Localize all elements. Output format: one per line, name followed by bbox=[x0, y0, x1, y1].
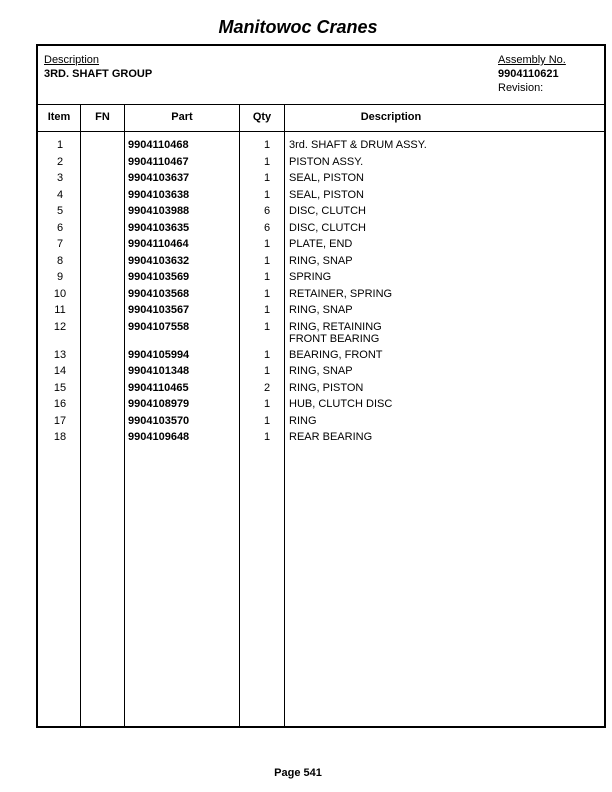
quantity: 1 bbox=[263, 139, 271, 151]
description-value: 3RD. SHAFT GROUP bbox=[44, 68, 153, 80]
quantity: 1 bbox=[263, 188, 271, 201]
table-row bbox=[38, 139, 604, 156]
part-description: SEAL, PISTON bbox=[289, 172, 364, 184]
part-number: 9904103569 bbox=[128, 271, 190, 283]
part-description: SEAL, PISTON bbox=[289, 188, 364, 201]
part-description: DISC, CLUTCH bbox=[289, 221, 367, 234]
part-number: 9904103570 bbox=[128, 414, 190, 427]
table-row bbox=[38, 172, 604, 189]
part-number: 9904110467 bbox=[128, 155, 189, 168]
part-description: RING bbox=[289, 414, 317, 427]
column-header-description: Description bbox=[360, 111, 422, 123]
column-header-part: Part bbox=[171, 111, 193, 123]
part-description-line2: FRONT BEARING bbox=[289, 332, 380, 345]
part-number: 9904103988 bbox=[128, 205, 190, 217]
item-number: 17 bbox=[53, 414, 67, 427]
quantity: 1 bbox=[263, 155, 271, 168]
table-row bbox=[38, 238, 604, 255]
part-number: 9904103567 bbox=[128, 304, 190, 316]
table-row bbox=[38, 382, 604, 399]
item-number: 1 bbox=[56, 139, 64, 151]
table-row bbox=[38, 304, 604, 321]
item-number: 9 bbox=[56, 271, 64, 283]
quantity: 6 bbox=[263, 221, 271, 234]
column-header-qty: Qty bbox=[252, 111, 272, 123]
quantity: 6 bbox=[263, 205, 271, 217]
part-number: 9904108979 bbox=[128, 398, 190, 410]
part-description: RING, SNAP bbox=[289, 365, 353, 377]
part-description: BEARING, FRONT bbox=[289, 348, 383, 361]
part-number: 9904103632 bbox=[128, 254, 190, 267]
table-row bbox=[38, 205, 604, 222]
table-row bbox=[38, 398, 604, 415]
quantity: 1 bbox=[263, 365, 271, 377]
quantity: 1 bbox=[263, 348, 271, 361]
quantity: 1 bbox=[263, 320, 271, 333]
item-number: 4 bbox=[56, 188, 64, 201]
column-header-divider bbox=[38, 131, 604, 132]
document-title: Manitowoc Cranes bbox=[218, 17, 378, 37]
item-number: 8 bbox=[56, 254, 64, 267]
quantity: 1 bbox=[263, 254, 271, 267]
column-header-item: Item bbox=[47, 111, 71, 123]
quantity: 1 bbox=[263, 414, 271, 427]
part-description: PISTON ASSY. bbox=[289, 155, 364, 168]
part-number: 9904101348 bbox=[128, 365, 190, 377]
table-row bbox=[38, 365, 604, 382]
table-row bbox=[38, 222, 604, 239]
quantity: 1 bbox=[263, 304, 271, 316]
table-row bbox=[38, 271, 604, 288]
part-description: RING, SNAP bbox=[289, 254, 353, 267]
part-description: RING, SNAP bbox=[289, 304, 353, 316]
parts-list-frame bbox=[36, 44, 606, 728]
part-description: RING, PISTON bbox=[289, 381, 364, 394]
description-label: Description bbox=[44, 54, 100, 66]
quantity: 1 bbox=[263, 398, 271, 410]
assembly-label: Assembly No. bbox=[498, 54, 566, 66]
parts-table-body bbox=[38, 139, 604, 448]
part-description: SPRING bbox=[289, 271, 332, 283]
page-number: Page 541 bbox=[274, 767, 322, 779]
part-number: 9904110464 bbox=[128, 238, 189, 250]
quantity: 1 bbox=[263, 287, 271, 300]
item-number: 10 bbox=[53, 287, 67, 300]
item-number: 16 bbox=[53, 398, 67, 410]
quantity: 1 bbox=[263, 271, 271, 283]
table-row bbox=[38, 431, 604, 448]
item-number: 14 bbox=[53, 365, 67, 377]
item-number: 12 bbox=[53, 320, 67, 333]
item-number: 6 bbox=[56, 221, 64, 234]
item-number: 5 bbox=[56, 205, 64, 217]
table-row bbox=[38, 415, 604, 432]
quantity: 1 bbox=[263, 238, 271, 250]
table-row bbox=[38, 255, 604, 272]
part-description: 3rd. SHAFT & DRUM ASSY. bbox=[289, 139, 427, 151]
table-row bbox=[38, 156, 604, 173]
header-divider bbox=[38, 104, 604, 105]
part-number: 9904103568 bbox=[128, 287, 190, 300]
part-description: REAR BEARING bbox=[289, 431, 373, 443]
item-number: 11 bbox=[54, 304, 66, 316]
quantity: 1 bbox=[263, 431, 271, 443]
item-number: 18 bbox=[53, 431, 67, 443]
part-description: PLATE, END bbox=[289, 238, 353, 250]
part-description: RETAINER, SPRING bbox=[289, 287, 393, 300]
table-row bbox=[38, 349, 604, 366]
part-description: HUB, CLUTCH DISC bbox=[289, 398, 393, 410]
assembly-number: 9904110621 bbox=[498, 68, 559, 80]
part-number: 9904110468 bbox=[128, 139, 189, 151]
part-number: 9904105994 bbox=[128, 348, 190, 361]
item-number: 3 bbox=[56, 172, 64, 184]
item-number: 7 bbox=[56, 238, 64, 250]
item-number: 2 bbox=[56, 155, 64, 168]
part-number: 9904103638 bbox=[128, 188, 190, 201]
revision-label: Revision: bbox=[498, 82, 544, 94]
part-description: RING, RETAINING bbox=[289, 320, 382, 333]
table-row bbox=[38, 189, 604, 206]
part-number: 9904110465 bbox=[128, 381, 189, 394]
table-row bbox=[38, 321, 604, 349]
part-number: 9904103635 bbox=[128, 221, 190, 234]
column-header-fn: FN bbox=[95, 111, 110, 123]
part-number: 9904109648 bbox=[128, 431, 190, 443]
quantity: 1 bbox=[263, 172, 271, 184]
item-number: 13 bbox=[53, 348, 67, 361]
part-number: 9904107558 bbox=[128, 320, 190, 333]
part-number: 9904103637 bbox=[128, 172, 190, 184]
item-number: 15 bbox=[53, 381, 67, 394]
quantity: 2 bbox=[263, 381, 271, 394]
part-description: DISC, CLUTCH bbox=[289, 205, 367, 217]
table-row bbox=[38, 288, 604, 305]
